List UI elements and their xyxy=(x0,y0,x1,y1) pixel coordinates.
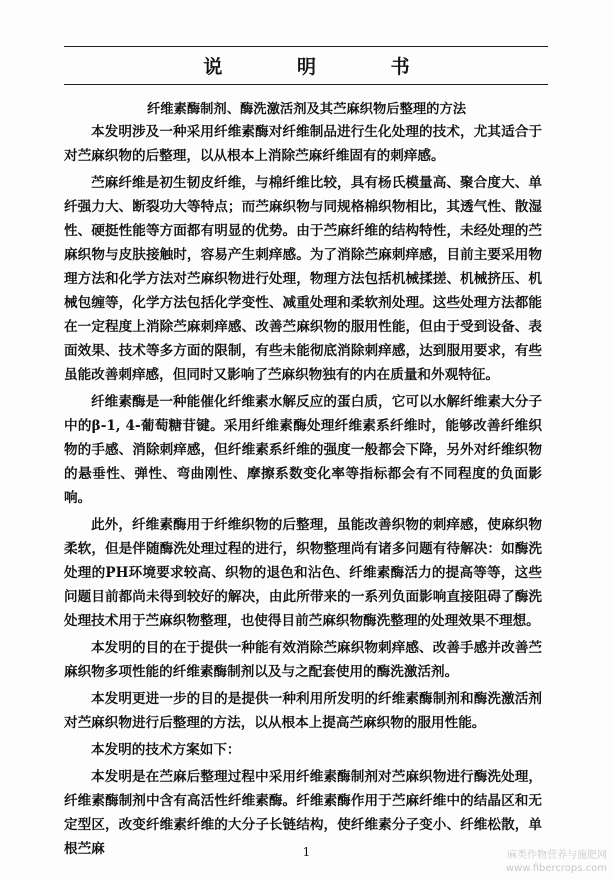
watermark-url: www.fibercrops.com xyxy=(505,863,607,874)
document-body xyxy=(64,120,542,864)
paragraph-further-objective: 本发明更进一步的目的是提供一种利用所发明的纤维素酶制剂和酶洗激活剂对苎麻织物进行后整理的方法，以从根本上提高苎麻织物的服用性能。 xyxy=(64,691,542,731)
paragraph-solution-heading: 本发明的技术方案如下： xyxy=(91,742,241,758)
paragraph-objective: 本发明的目的在于提供一种能有效消除苎麻织物刺痒感、改善手感并改善苎麻织物多项性能的纤维素酶制剂以及与之配套使用的酶洗激活剂。 xyxy=(64,640,542,680)
header-rule-bottom xyxy=(64,84,548,85)
paragraph-background: 苎麻纤维是初生韧皮纤维，与棉纤维比较，具有杨氏模量高、聚合度大、单纤强力大、断裂功大等特点；而苎麻织物与同规格棉织物相比，其透气性、散湿性、硬挺性能等方面都有明显的优势。由于苎麻纤维的结构特性，未经处理的苎麻织物与皮肤接触时，容易产生刺痒感。为了消除苎麻刺痒感，目前主要采用物理方法和化学方法对苎麻织物进行处理，物理方法包括机械揉搓、机械挤压、机械包缠等，化学方法包括化学变性、减重处理和柔软剂处理。这些处理方法都能在一定程度上消除苎麻刺痒感、改善苎麻织物的服用性能，但由于受到设备、表面效果、技术等多方面的限制，有些未能彻底消除刺痒感，达到服用要求，有些虽能改善刺痒感，但同时又影响了苎麻织物独有的内在质量和外观特征。 xyxy=(64,175,542,383)
paragraph-solution: 本发明是在苎麻后整理过程中采用纤维素酶制剂对苎麻织物进行酶洗处理，纤维素酶制剂中含有高活性纤维素酶。纤维素酶作用于苎麻纤维中的结晶区和无定型区，改变纤维素纤维的大分子长链结构，使纤维素分子变小、纤维松散，单根苎麻 xyxy=(64,769,542,857)
paragraph-cellulase: 纤维素酶是一种能催化纤维素水解反应的蛋白质，它可以水解纤维素大分子中的β-1, 4-葡萄糖苷键。采用纤维素酶处理纤维素系纤维时，能够改善纤维织物的手感、消除刺痒感，但纤维素系纤维的强度一般都会下降，另外对纤维织物的悬垂性、弹性、弯曲刚性、摩擦系数变化率等指标都会有不同程度的负面影响。 xyxy=(64,394,542,506)
paragraph-problems: 此外，纤维素酶用于纤维织物的后整理，虽能改善织物的刺痒感，使麻织物柔软，但是伴随酶洗处理过程的进行，织物整理尚有诸多问题有待解决：如酶洗处理的PH环境要求较高、织物的退色和沾色、纤维素酶活力的提高等等，这些问题目前都尚未得到较好的解决，由此所带来的一系列负面影响直接阻碍了酶洗处理技术用于苎麻织物整理，也使得目前苎麻织物酶洗整理的处理效果不理想。 xyxy=(64,517,542,629)
header-rule-top xyxy=(64,46,548,47)
site-watermark xyxy=(506,849,607,875)
document-heading: 说 明 书 xyxy=(203,56,444,78)
paragraph-field: 本发明涉及一种采用纤维素酶对纤维制品进行生化处理的技术，尤其适合于对苎麻织物的后整理，以从根本上消除苎麻纤维固有的刺痒感。 xyxy=(64,124,542,164)
watermark-site-name: 麻类作物营养与施肥网 xyxy=(507,850,607,861)
document-subject-title: 纤维素酶制剂、酶洗激活剂及其苎麻织物后整理的方法 xyxy=(146,102,467,117)
page-number: 1 xyxy=(302,845,311,859)
